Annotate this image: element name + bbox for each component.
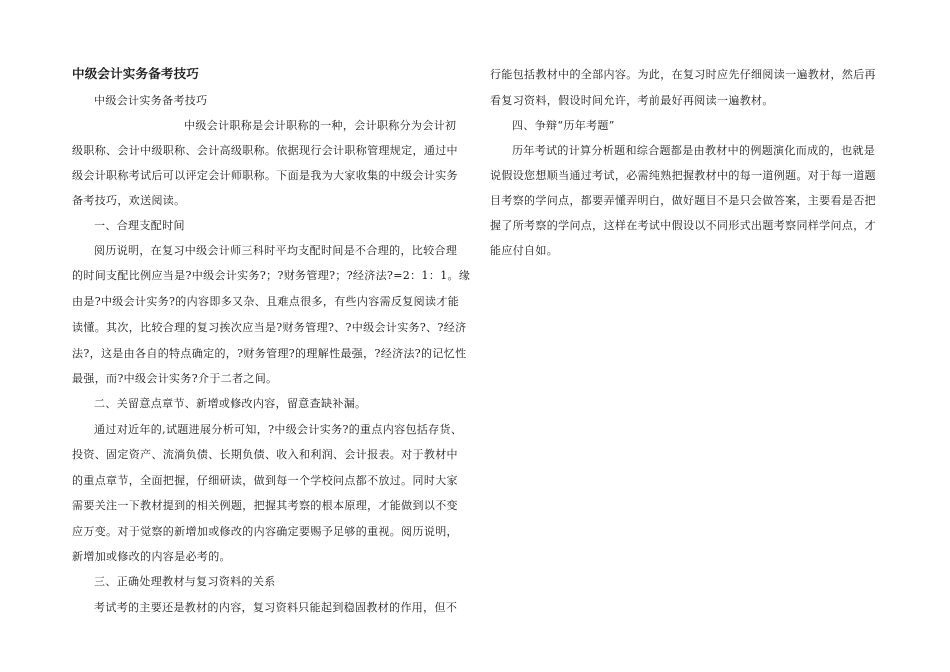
paragraph-line: 级职称、会计中级职称、会计高级职称。依据现行会计职称管理规定，通过中 (72, 144, 458, 157)
paragraph-line: 的时间支配比例应当是?中级会计实务?；?财务管理?；?经济法?=2：1：1。缘 (72, 269, 471, 282)
paragraph-line: 的重点章节，全面把握，仔细研读，做到每一个学校问点都不放过。同时大家 (72, 474, 458, 487)
paragraph-line: 一、合理支配时间 (94, 219, 185, 232)
paragraph-line: 备考技巧，欢送阅读。 (72, 194, 186, 207)
paragraph-line: 读懂。其次，比较合理的复习挨次应当是?财务管理?、?中级会计实务?、?经济 (72, 321, 467, 334)
paragraph-line: 中级会计实务备考技巧 (94, 94, 208, 107)
paragraph-line: 应万变。对于觉察的新增加或修改的内容确定要赐予足够的重视。阅历说明， (72, 525, 458, 538)
paragraph-line: 历年考试的计算分析题和综合题都是由教材中的例题演化而成的，也就是 (512, 144, 876, 157)
paragraph-line: 握了所考察的学问点，这样在考试中假设以不同形式出题考察同样学问点，才 (490, 219, 876, 232)
paragraph-line: 说假设您想顺当通过考试，必需纯熟把握教材中的每一道例题。对于每一道题 (490, 169, 876, 182)
paragraph-line: 由是?中级会计实务?的内容即多又杂、且难点很多，有些内容需反复阅读才能 (72, 295, 460, 308)
paragraph-line: 最强，而?中级会计实务?介于二者之间。 (72, 372, 278, 385)
paragraph-line: 投资、固定资产、流淌负债、长期负债、收入和利润、会计报表。对于教材中 (72, 448, 458, 461)
paragraph-line: 行能包括教材中的全部内容。为此，在复习时应先仔细阅读一遍教材，然后再 (490, 68, 876, 81)
paragraph-line: 级会计职称考试后可以评定会计师职称。下面是我为大家收集的中级会计实务 (72, 169, 458, 182)
paragraph-line: 考试考的主要还是教材的内容，复习资料只能起到稳固教材的作用，但不 (94, 601, 458, 614)
paragraph-line: 中级会计职称是会计职称的一种，会计职称分为会计初 (184, 119, 457, 132)
paragraph-line: 阅历说明，在复习中级会计师三科时平均支配时间是不合理的，比较合理 (94, 244, 458, 257)
paragraph-line: 通过对近年的,试题进展分析可知，?中级会计实务?的重点内容包括存货、 (94, 423, 463, 436)
paragraph-line: 法?，这是由各自的特点确定的，?财务管理?的理解性最强，?经济法?的记忆性 (72, 347, 467, 360)
paragraph-line: 四、争辩“历年考题” (512, 119, 615, 132)
paragraph-line: 目考察的学问点，都要弄懂弄明白，做好题目不是只会做答案，主要看是否把 (490, 194, 876, 207)
paragraph-line: 需要关注一下教材提到的相关例题，把握其考察的根本原理，才能做到以不变 (72, 499, 458, 512)
paragraph-line: 能应付自如。 (490, 244, 559, 257)
paragraph-line: 三、正确处理教材与复习资料的关系 (94, 575, 276, 588)
document-title: 中级会计实务备考技巧 (72, 66, 200, 81)
paragraph-line: 二、关留意点章节、新增或修改内容，留意查缺补漏。 (94, 397, 367, 410)
paragraph-line: 看复习资料，假设时间允许，考前最好再阅读一遍教材。 (490, 94, 774, 107)
paragraph-line: 新增加或修改的内容是必考的。 (72, 550, 231, 563)
